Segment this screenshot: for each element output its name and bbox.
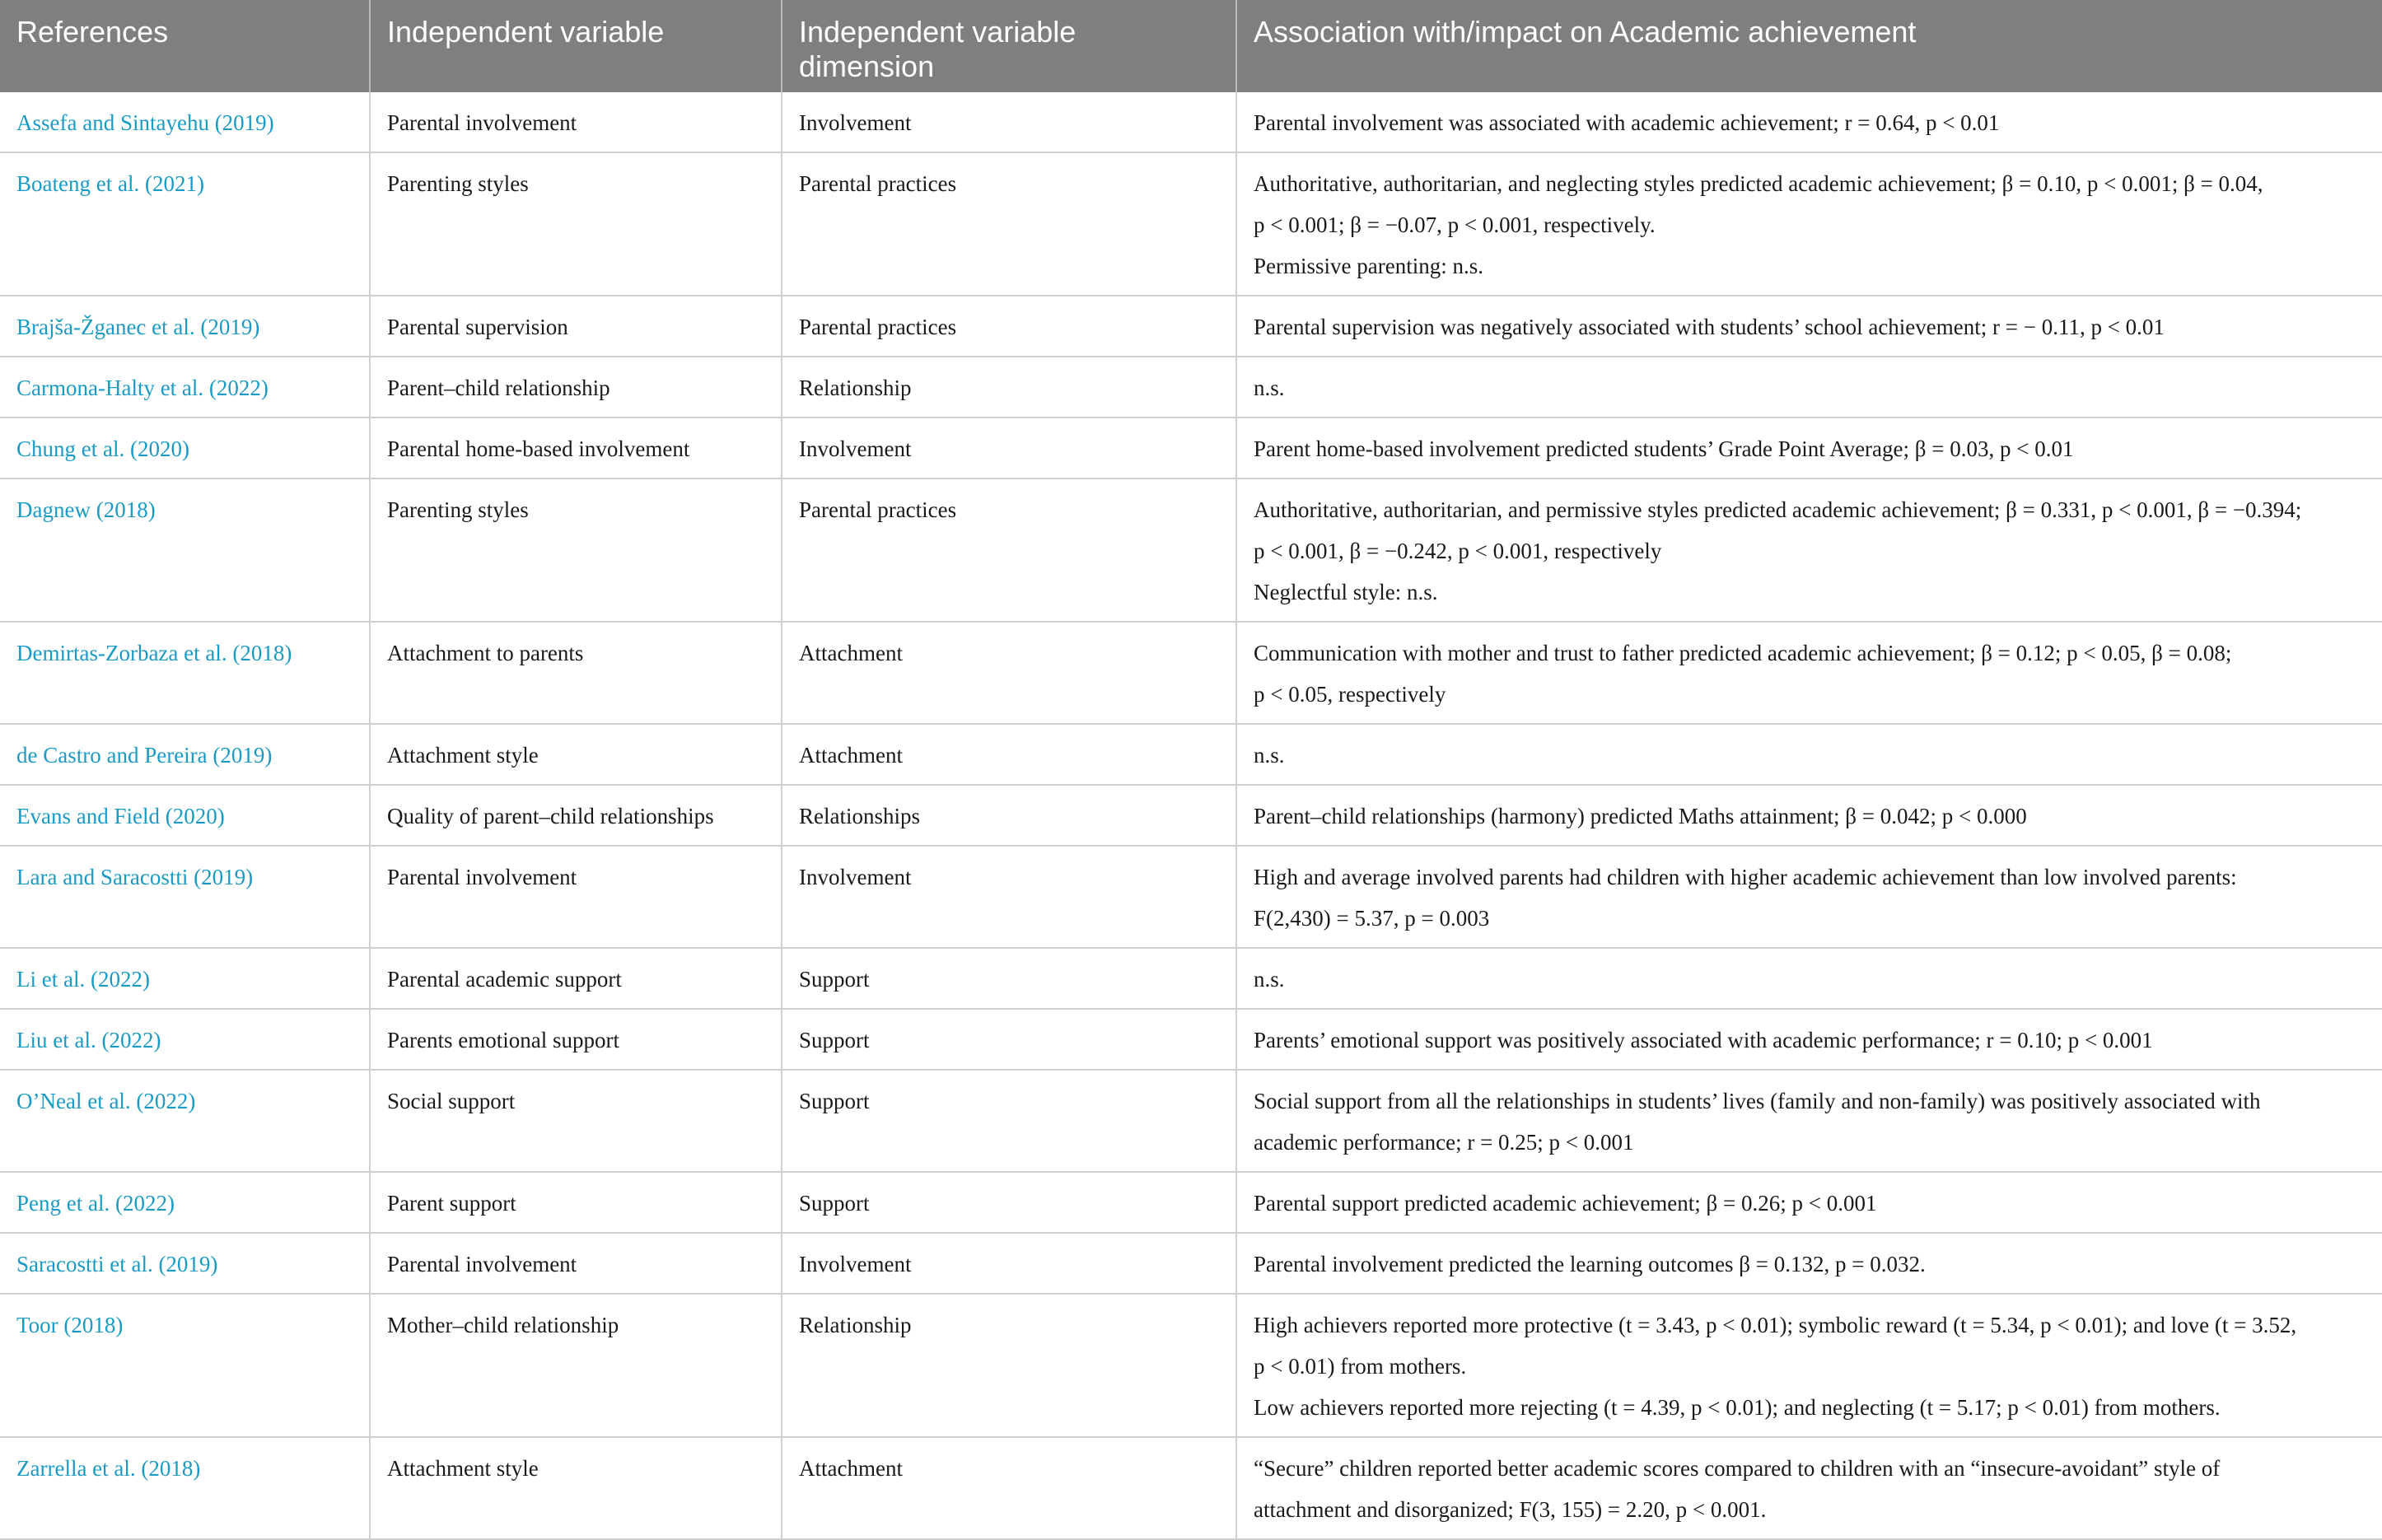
dimension-cell: Support [782,948,1236,1009]
association-cell [1236,152,2382,296]
reference-link[interactable]: Toor (2018) [0,1294,370,1437]
reference-link[interactable]: Demirtas-Zorbaza et al. (2018) [0,622,370,724]
association-text-line: Neglectful style: n.s. [1254,580,1438,604]
association-cell [1236,418,2382,478]
association-text-line: Parent–child relationships (harmony) predicted Maths attainment; β = 0.042; p < 0.000 [1254,804,2027,828]
dimension-cell: Involvement [782,418,1236,478]
table-row [0,1070,2382,1172]
header-association: Association with/impact on Academic achievement [1236,0,2382,92]
association-cell [1236,1437,2382,1539]
table-row [0,478,2382,622]
dimension-cell: Parental practices [782,152,1236,296]
table-row [0,92,2382,152]
table-row [0,622,2382,724]
dimension-cell: Relationships [782,785,1236,846]
association-text-line: Authoritative, authoritarian, and neglecting styles predicted academic achievement; β = 0.10, p < 0.001; β = 0.04, [1254,171,2263,196]
association-text-line: Social support from all the relationships in students’ lives (family and non-family) was positively associated with [1254,1089,2261,1113]
table-row [0,1009,2382,1070]
dimension-cell: Attachment [782,724,1236,785]
association-text-line: academic performance; r = 0.25; p < 0.001 [1254,1130,1634,1155]
header-independent-variable: Independent variable [370,0,782,92]
dimension-cell: Support [782,1009,1236,1070]
reference-link[interactable]: Boateng et al. (2021) [0,152,370,296]
association-cell [1236,1009,2382,1070]
table-row [0,357,2382,418]
reference-link[interactable]: Carmona-Halty et al. (2022) [0,357,370,418]
header-row [0,0,2382,92]
association-cell [1236,1172,2382,1233]
dimension-cell: Support [782,1070,1236,1172]
table-row [0,1437,2382,1539]
association-text-line: Communication with mother and trust to father predicted academic achievement; β = 0.12; p < 0.05, β = 0.08; [1254,641,2232,665]
association-text-line: “Secure” children reported better academic scores compared to children with an “insecure-avoidant” style of [1254,1456,2221,1481]
header-references: References [0,0,370,92]
table-row [0,418,2382,478]
table-row [0,724,2382,785]
table-row [0,948,2382,1009]
reference-link[interactable]: Evans and Field (2020) [0,785,370,846]
reference-link[interactable]: Brajša-Žganec et al. (2019) [0,296,370,357]
association-text-line: Authoritative, authoritarian, and permissive styles predicted academic achievement; β = 0.331, p < 0.001, β = −0.394; [1254,497,2302,522]
association-text-line: Parental support predicted academic achievement; β = 0.26; p < 0.001 [1254,1191,1877,1216]
dimension-cell: Support [782,1172,1236,1233]
association-cell [1236,846,2382,948]
dimension-cell: Parental practices [782,296,1236,357]
table-row [0,296,2382,357]
independent-variable-cell: Parental home-based involvement [370,418,782,478]
reference-link[interactable]: Zarrella et al. (2018) [0,1437,370,1539]
association-cell [1236,296,2382,357]
dimension-cell: Parental practices [782,478,1236,622]
association-text-line: F(2,430) = 5.37, p = 0.003 [1254,906,1490,931]
reference-link[interactable]: de Castro and Pereira (2019) [0,724,370,785]
reference-link[interactable]: Lara and Saracostti (2019) [0,846,370,948]
table-row [0,152,2382,296]
reference-link[interactable]: Saracostti et al. (2019) [0,1233,370,1294]
reference-link[interactable]: Dagnew (2018) [0,478,370,622]
independent-variable-cell: Attachment to parents [370,622,782,724]
association-text-line: Parental supervision was negatively associated with students’ school achievement; r = − 0.11, p < 0.01 [1254,315,2165,339]
independent-variable-cell: Quality of parent–child relationships [370,785,782,846]
dimension-cell: Involvement [782,846,1236,948]
association-cell [1236,1070,2382,1172]
table-header [0,0,2382,92]
table-row [0,1172,2382,1233]
table-row [0,1294,2382,1437]
association-text-line: attachment and disorganized; F(3, 155) = 2.20, p < 0.001. [1254,1497,1767,1522]
reference-link[interactable]: Liu et al. (2022) [0,1009,370,1070]
association-cell [1236,1294,2382,1437]
independent-variable-cell: Social support [370,1070,782,1172]
independent-variable-cell: Parents emotional support [370,1009,782,1070]
association-text-line: p < 0.001, β = −0.242, p < 0.001, respectively [1254,539,1662,563]
association-cell [1236,1233,2382,1294]
reference-link[interactable]: Peng et al. (2022) [0,1172,370,1233]
independent-variable-cell: Parenting styles [370,478,782,622]
association-text-line: Permissive parenting: n.s. [1254,254,1483,278]
association-text-line: Parental involvement was associated with academic achievement; r = 0.64, p < 0.01 [1254,110,2000,135]
association-cell [1236,92,2382,152]
independent-variable-cell: Parenting styles [370,152,782,296]
dimension-cell: Attachment [782,622,1236,724]
association-cell [1236,948,2382,1009]
association-text-line: Parental involvement predicted the learning outcomes β = 0.132, p = 0.032. [1254,1252,1926,1276]
independent-variable-cell: Parental involvement [370,846,782,948]
reference-link[interactable]: Chung et al. (2020) [0,418,370,478]
association-text-line: n.s. [1254,743,1285,768]
association-text-line: p < 0.05, respectively [1254,682,1446,707]
association-cell [1236,478,2382,622]
independent-variable-cell: Parental supervision [370,296,782,357]
association-text-line: High and average involved parents had children with higher academic achievement than low involved parents: [1254,865,2237,889]
dimension-cell: Attachment [782,1437,1236,1539]
independent-variable-cell: Parent support [370,1172,782,1233]
association-text-line: n.s. [1254,376,1285,400]
independent-variable-cell: Attachment style [370,1437,782,1539]
dimension-cell: Involvement [782,92,1236,152]
independent-variable-cell: Parent–child relationship [370,357,782,418]
reference-link[interactable]: O’Neal et al. (2022) [0,1070,370,1172]
association-text-line: Parent home-based involvement predicted students’ Grade Point Average; β = 0.03, p < 0.01 [1254,436,2074,461]
table-row [0,1233,2382,1294]
header-variable-dimension: Independent variable dimension [782,0,1236,92]
independent-variable-cell: Parental academic support [370,948,782,1009]
association-text-line: Low achievers reported more rejecting (t = 4.39, p < 0.01); and neglecting (t = 5.17; p < 0.01) from mothers. [1254,1395,2221,1420]
table-body [0,92,2382,1539]
reference-link[interactable]: Li et al. (2022) [0,948,370,1009]
dimension-cell: Relationship [782,1294,1236,1437]
association-text-line: Parents’ emotional support was positively associated with academic performance; r = 0.10; p < 0.001 [1254,1028,2153,1052]
independent-variable-cell: Parental involvement [370,92,782,152]
independent-variable-cell: Mother–child relationship [370,1294,782,1437]
association-text-line: p < 0.001; β = −0.07, p < 0.001, respectively. [1254,212,1656,237]
association-text-line: p < 0.01) from mothers. [1254,1354,1467,1379]
association-cell [1236,357,2382,418]
table-row [0,846,2382,948]
dimension-cell: Relationship [782,357,1236,418]
association-text-line: n.s. [1254,967,1285,992]
reference-link[interactable]: Assefa and Sintayehu (2019) [0,92,370,152]
association-cell [1236,622,2382,724]
association-cell [1236,724,2382,785]
association-cell [1236,785,2382,846]
independent-variable-cell: Parental involvement [370,1233,782,1294]
association-text-line: High achievers reported more protective (t = 3.43, p < 0.01); symbolic reward (t = 5.34, p < 0.01); and love (t = 3.52, [1254,1313,2297,1337]
dimension-cell: Involvement [782,1233,1236,1294]
table-row [0,785,2382,846]
independent-variable-cell: Attachment style [370,724,782,785]
